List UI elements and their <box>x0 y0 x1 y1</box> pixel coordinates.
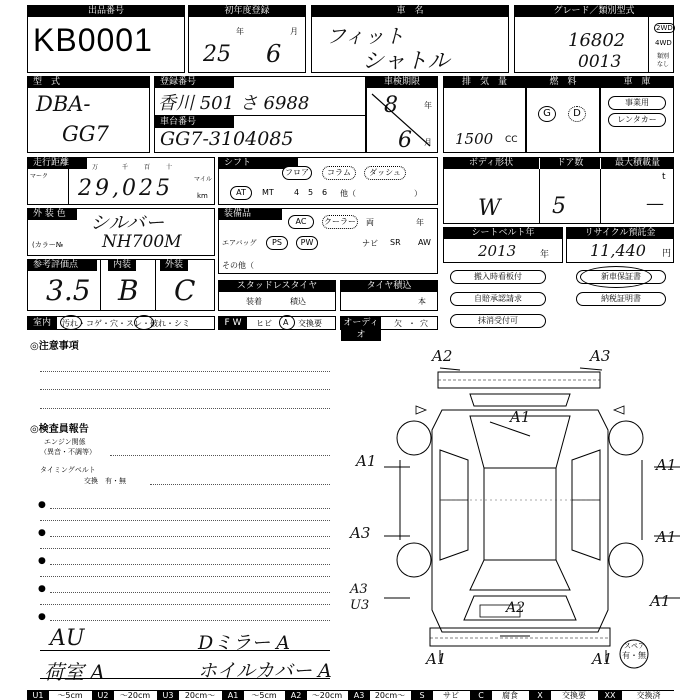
first-registration-label: 初年度登録 <box>188 5 306 17</box>
tire-label: タイヤ積込 <box>340 280 438 292</box>
reg-number-value: 香川 501 さ 6988 <box>158 93 310 114</box>
grade-code1: 16802 <box>568 30 626 51</box>
color-code-label: (カラー№ <box>32 241 64 249</box>
studless-label: スタッドレスタイヤ <box>218 280 336 292</box>
diagram-label-a2-rear: A2 <box>506 600 526 616</box>
handwritten-au: AU <box>50 626 85 651</box>
fuel-d-option: D <box>568 106 586 122</box>
first-reg-year-unit: 年 <box>236 27 244 36</box>
eval-divider1 <box>100 259 101 311</box>
diagram-label-a3-rear-left: A3 <box>350 582 368 597</box>
doors-label: ドア数 <box>540 157 600 169</box>
diagram-label-a1-rear-right: A1 <box>650 592 671 610</box>
fw-crack: ヒビ <box>256 319 272 328</box>
mileage-unit-hyaku: 百 <box>144 164 151 171</box>
exterior-value: C <box>174 274 196 307</box>
legend-u1: U1 <box>27 690 49 700</box>
legend-u3: U3 <box>157 690 179 700</box>
report-line8 <box>40 604 330 605</box>
displacement-unit: CC <box>505 135 518 145</box>
report-line1 <box>50 508 330 509</box>
studless-loaded: 積込 <box>290 297 306 306</box>
eval-divider2 <box>155 259 156 311</box>
bullet-1: ● <box>38 500 46 510</box>
bullet-3: ● <box>38 556 46 566</box>
car-diagram <box>380 350 685 685</box>
reg-number-label: 登録番号 <box>154 76 234 88</box>
shift-5: 5 <box>308 188 314 197</box>
usage-rental: レンタカー <box>608 113 666 127</box>
recycle-value: 11,440 <box>590 241 646 260</box>
legend-xx-desc: 交換済 <box>636 691 661 700</box>
diagram-label-a3-front: A3 <box>590 347 611 365</box>
inspection-year-unit: 年 <box>424 101 432 110</box>
body-divider2 <box>600 169 601 224</box>
usage-label: 車 庫 <box>600 76 674 88</box>
fw-a: A <box>283 318 289 327</box>
mileage-unit-juu: 十 <box>166 164 173 171</box>
legend-s: S <box>411 690 433 700</box>
handwritten-cargo: 荷室 A <box>44 660 105 684</box>
inspection-month: 6 <box>398 128 412 153</box>
body-value: W <box>478 196 501 221</box>
legend-xx: XX <box>598 690 622 700</box>
shift-4: 4 <box>294 188 300 197</box>
equip-airbag: エアバッグ <box>222 239 257 247</box>
equip-both: 両 <box>366 218 374 227</box>
equip-sr: SR <box>390 238 401 247</box>
fw-a-circle <box>279 315 295 330</box>
report-line5 <box>50 564 330 565</box>
diagram-label-a1-right2: A1 <box>656 528 677 546</box>
equip-ps: PS <box>266 236 288 250</box>
equip-ac: AC <box>288 215 314 229</box>
chassis-value: GG7-3104085 <box>160 128 294 150</box>
inspection-strike <box>366 88 438 153</box>
caution-title: ◎注意事項 <box>30 341 79 352</box>
color-label: 外 装 色 <box>27 208 77 220</box>
tire-unit: 本 <box>418 297 426 306</box>
interior-value: B <box>118 274 139 307</box>
equip-year: 年 <box>416 218 424 227</box>
model-line2: GG7 <box>62 122 109 146</box>
fw-label: F W <box>219 317 247 329</box>
timing-line <box>150 484 330 485</box>
diagram-label-a2-front: A2 <box>432 347 453 365</box>
car-name-label: 車 名 <box>311 5 509 17</box>
report-line2 <box>40 520 330 521</box>
exterior-label: 外装 <box>160 259 188 271</box>
shift-6: 6 <box>322 188 328 197</box>
engine-line <box>110 455 330 456</box>
notes-bottom-line2 <box>40 678 330 679</box>
bullet-4: ● <box>38 584 46 594</box>
displacement-value: 1500 <box>455 130 494 148</box>
capacity-label: 最大積載量 <box>601 157 674 169</box>
mileage-unit-sen: 千 <box>122 164 129 171</box>
legend-a1-desc: ～5cm <box>251 691 277 700</box>
caution-line2 <box>40 389 330 390</box>
equip-navi: ナビ <box>362 239 378 248</box>
equipment-label: 装備品 <box>218 208 282 220</box>
audio-label: オーディオ <box>341 317 381 341</box>
model-label: 型 式 <box>27 76 150 88</box>
diagram-label-a1-bumper-right: A1 <box>592 650 613 668</box>
displacement-label: 排 気 量 <box>443 76 526 88</box>
engine-sub: （異音・不調等） <box>40 448 96 456</box>
doc-warranty-circle <box>580 266 652 288</box>
doc-cancel: 抹消受付可 <box>450 314 546 328</box>
diagram-label-a1-left: A1 <box>356 452 377 470</box>
legend-a1: A1 <box>222 690 244 700</box>
interior-cond-options: 汚れ・コゲ・穴・スレ・破れ・シミ <box>62 319 190 328</box>
legend-a2-desc: ～20cm <box>311 691 343 700</box>
shift-label: シフト <box>218 157 298 169</box>
body-label: ボディ形状 <box>443 157 539 169</box>
first-reg-month: 6 <box>266 40 282 68</box>
handwritten-mirror: Dミラー A <box>198 632 290 654</box>
doc-signboard: 搬入時看板付 <box>450 270 546 284</box>
report-line9 <box>50 620 330 621</box>
shift-other: 他（ <box>340 189 356 198</box>
grade-divider <box>648 17 649 73</box>
legend-u3-desc: 20cm～ <box>184 691 216 700</box>
fuel-label: 燃 料 <box>526 76 600 88</box>
bullet-2: ● <box>38 528 46 538</box>
evaluation-label: 参考評価点 <box>27 259 97 271</box>
diagram-label-a1-bumper-left: A1 <box>426 650 447 668</box>
shift-floor: フロア <box>282 166 312 180</box>
audio-missing: 欠 <box>394 319 402 328</box>
grade-label: グレード／類別型式 <box>514 5 674 17</box>
drive-4wd: 4WD <box>655 39 672 47</box>
inspection-month-unit: 月 <box>424 138 432 147</box>
diagram-label-a1-roof: A1 <box>510 408 531 426</box>
notes-bottom-line1 <box>40 650 330 651</box>
spare-options: 有・無 <box>622 651 646 660</box>
bullet-5: ● <box>38 612 46 622</box>
lot-number-label: 出品番号 <box>27 5 185 17</box>
equip-other: その他（ <box>222 261 254 270</box>
fuel-g-option: G <box>538 106 556 122</box>
legend-u1-desc: ～5cm <box>57 691 83 700</box>
report-line6 <box>40 576 330 577</box>
mileage-mark-label: マーク <box>30 173 49 180</box>
timing-label: タイミングベルト <box>40 466 96 474</box>
interior-cond-circle2 <box>134 315 154 330</box>
legend-a3-desc: 20cm～ <box>374 691 406 700</box>
inspector-title: ◎検査員報告 <box>30 424 89 435</box>
legend-a3: A3 <box>348 690 370 700</box>
mileage-unit-man: 万 <box>92 164 99 171</box>
body-divider1 <box>539 169 540 224</box>
legend-u2-desc: ～20cm <box>119 691 151 700</box>
spare-label: スペア <box>624 642 645 650</box>
drive-2wd: 2WD <box>656 24 673 32</box>
audio-hole: 穴 <box>420 319 428 328</box>
mileage-value: 29,025 <box>78 176 173 201</box>
handwritten-wheelcover: ホイルカバー A <box>198 660 332 682</box>
caution-line3 <box>40 408 330 409</box>
equip-pw: PW <box>296 236 318 250</box>
grade-code2: 0013 <box>578 52 622 72</box>
recycle-unit: 円 <box>662 249 672 259</box>
car-name-line2: シャトル <box>362 49 450 74</box>
inspection-year: 8 <box>384 93 398 118</box>
report-line3 <box>50 536 330 537</box>
shift-at: AT <box>230 186 252 200</box>
report-line4 <box>40 548 330 549</box>
type-none: 類別 なし <box>657 53 670 68</box>
capacity-value: — <box>646 193 664 214</box>
equip-aw: AW <box>418 238 431 247</box>
inspection-label: 車検期限 <box>366 76 438 88</box>
legend-c-desc: 腐食 <box>502 691 518 700</box>
capacity-unit: t <box>662 172 666 182</box>
audio-sep: ・ <box>408 319 416 328</box>
interior-label: 内装 <box>108 259 136 271</box>
caution-line1 <box>40 371 330 372</box>
diagram-label-a1-right: A1 <box>656 456 677 474</box>
legend-c: C <box>470 690 492 700</box>
report-line7 <box>50 592 330 593</box>
color-code-value: NH700M <box>102 232 182 252</box>
car-name-line1: フィット <box>326 24 405 48</box>
shift-column: コラム <box>322 166 356 180</box>
usage-business: 事業用 <box>608 96 666 110</box>
color-value: シルバー <box>90 212 165 234</box>
mileage-unit-mile: マイル <box>194 176 212 183</box>
diagram-label-a3-left: A3 <box>350 524 371 542</box>
first-reg-year: 25 <box>203 42 231 67</box>
equip-cooler: クーラー <box>322 215 358 229</box>
doc-tax-cert: 納税証明書 <box>576 292 666 306</box>
mileage-unit-km: km <box>197 192 208 200</box>
engine-label: エンジン関係 <box>44 438 86 446</box>
legend-x-desc: 交換要 <box>562 691 586 700</box>
shift-mt: MT <box>262 188 274 197</box>
fw-replace: 交換要 <box>298 319 322 328</box>
seatbelt-label: シートベルト年 <box>443 227 563 239</box>
recycle-label: リサイクル預託金 <box>566 227 674 239</box>
studless-mounted: 装着 <box>246 297 262 306</box>
model-line1: DBA- <box>36 92 91 116</box>
legend-a2: A2 <box>285 690 307 700</box>
legend-u2: U2 <box>92 690 114 700</box>
diagram-label-u3-rear-left: U3 <box>350 598 370 613</box>
interior-cond-circle1 <box>60 315 82 330</box>
legend-s-desc: サビ <box>443 691 459 700</box>
shift-dash: ダッシュ <box>364 166 406 180</box>
shift-other-close: ） <box>414 189 422 198</box>
doc-liability: 自賠承認請求 <box>450 292 546 306</box>
first-reg-month-unit: 月 <box>290 27 298 36</box>
evaluation-value: 3.5 <box>46 274 91 307</box>
lot-number: KB0001 <box>33 22 153 58</box>
doc-warranty: 新車保証書 <box>576 270 666 284</box>
mileage-label: 走行距離 <box>27 157 87 169</box>
interior-cond-label: 室内 <box>27 317 57 329</box>
chassis-label: 車台番号 <box>154 116 234 128</box>
seatbelt-unit: 年 <box>540 250 550 260</box>
doors-value: 5 <box>552 194 566 219</box>
legend-x: X <box>529 690 551 700</box>
seatbelt-value: 2013 <box>478 242 517 260</box>
timing-sub: 交換 有・無 <box>84 477 126 485</box>
